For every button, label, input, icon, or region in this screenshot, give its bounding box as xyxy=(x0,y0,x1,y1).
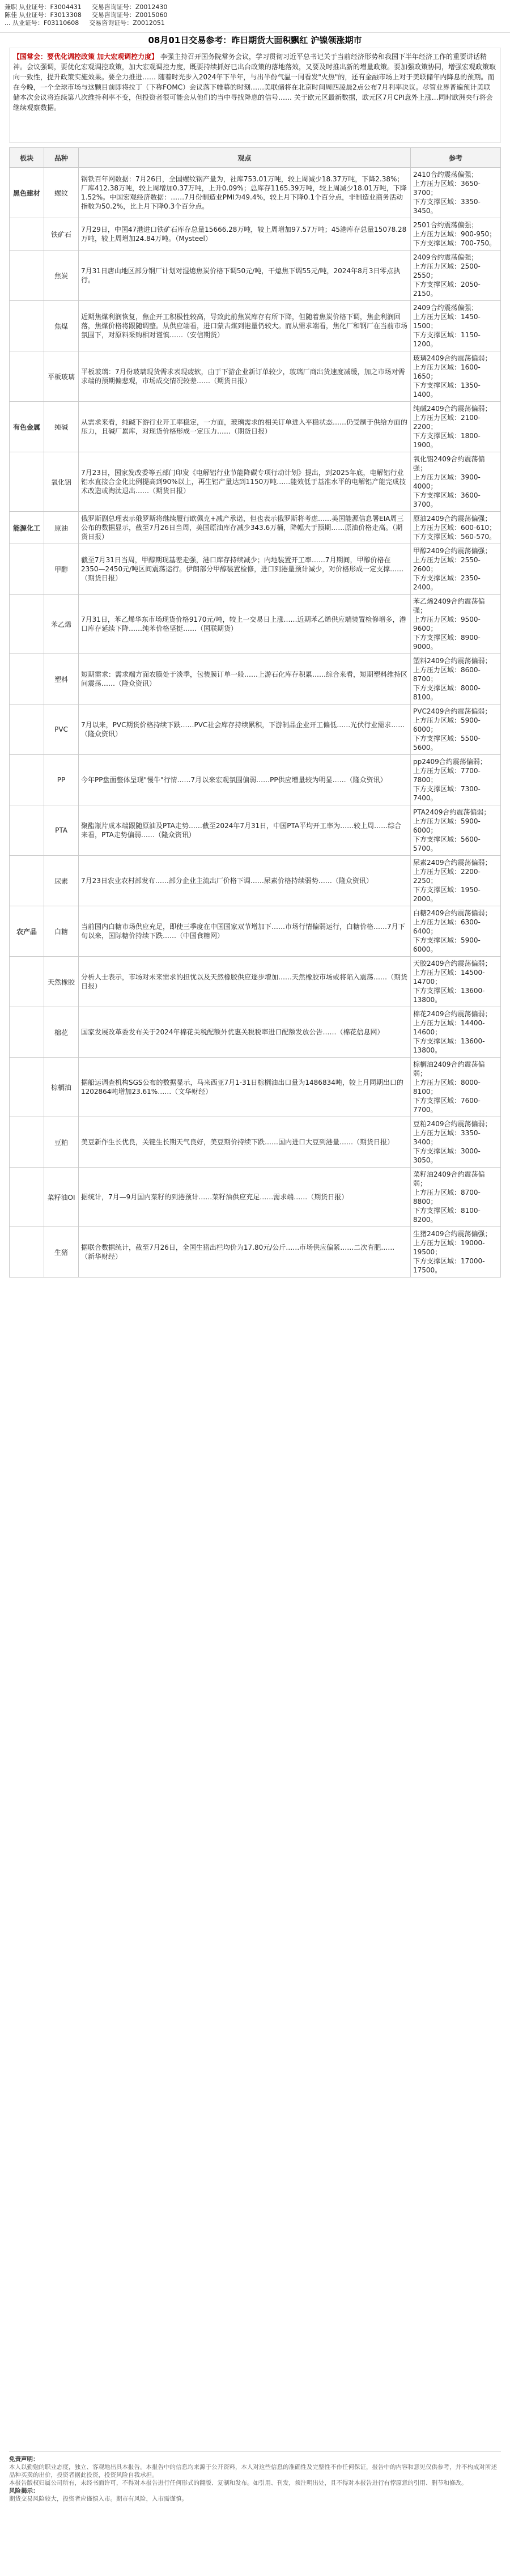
table-row xyxy=(10,452,501,512)
row-view-text: 国家发展改革委发布关于2024年棉花关税配额外优惠关税税率进口配额发放公告……（棉花信息网） xyxy=(81,1028,384,1036)
row-ref xyxy=(411,1058,501,1117)
row-item: 平板玻璃 xyxy=(44,351,79,402)
row-view xyxy=(79,957,411,1007)
row-ref xyxy=(411,218,501,251)
row-sector xyxy=(10,755,44,805)
row-view xyxy=(79,218,411,251)
header-cert-5: ... 从业证号：F03110608 xyxy=(5,19,79,27)
row-view xyxy=(79,654,411,705)
table-row xyxy=(10,1168,501,1227)
header-view: 观点 xyxy=(79,148,411,168)
table-row xyxy=(10,1007,501,1058)
row-sector xyxy=(10,1058,44,1117)
row-view xyxy=(79,512,411,544)
row-item: 原油 xyxy=(44,512,79,544)
row-ref xyxy=(411,595,501,654)
row-ref-text: PVC2409合约震荡偏弱； 上方压力区域：5900-6000； 下方支撑区域：5500-5600。 xyxy=(413,707,492,752)
row-view-text: 7月29日，中国47港进口铁矿石库存总量15666.28万吨，较上周增加97.57万吨；45港库存总量15078.28万吨，较上周增加24.84万吨。（Mysteel） xyxy=(81,226,407,243)
row-view-text: 今年PP盘面整体呈现"慢牛"行情……7月以来宏观氛围偏弱……PP供应增量较为明显……（隆众资讯） xyxy=(81,776,387,784)
row-view-text: 当前国内白糖市场供应充足，即使三季度在中国国家双节增加下……市场行情偏弱运行，白糖价格……7月下旬以来，国际糖价持续下跌……（中国食糖网） xyxy=(81,923,405,940)
row-ref xyxy=(411,856,501,906)
row-ref xyxy=(411,654,501,705)
row-ref-text: 棉花2409合约震荡偏弱； 上方压力区域：14400-14600； 下方支撑区域：13600-13800。 xyxy=(413,1010,492,1054)
table-row xyxy=(10,512,501,544)
row-view xyxy=(79,805,411,856)
row-ref-text: 尿素2409合约震荡偏弱； 上方压力区域：2200-2250； 下方支撑区域：1950-2000。 xyxy=(413,859,492,903)
row-view xyxy=(79,1168,411,1227)
row-view xyxy=(79,251,411,301)
table-row xyxy=(10,301,501,351)
row-view-text: 近期焦煤利润恢复，焦企开工积极性较高，导致此前焦炭库存有所下降，但随着焦炭价格下调，焦企利润回落，焦煤价格将跟随调整。从供应端看，进口蒙古煤到港量仍较大。而从需求端看，焦化厂和钢厂在当前市场氛围下，对原料采购相对谨慎……（安信期货） xyxy=(81,313,408,339)
row-view-text: 从需求来看，纯碱下游行业开工率稳定，一方面，玻璃需求的相关订单进入平稳状态……仍受制于供给方面的压力，且碱厂累库，对现货价格形成一定压力……（期货日报） xyxy=(81,418,408,435)
row-sector xyxy=(10,856,44,906)
header-item: 品种 xyxy=(44,148,79,168)
row-item: 苯乙烯 xyxy=(44,595,79,654)
row-view-text: 7月以来，PVC期货价格持续下跌……PVC社会库存持续累积，下游制品企业开工偏低……光伏行业需求……（隆众资讯） xyxy=(81,721,405,738)
row-item: PTA xyxy=(44,805,79,856)
row-view-text: 钢铁百年网数据：7月26日，全国螺纹钢产量为，社库753.01万吨，较上周减少18.37万吨，下降2.38%；厂库412.38万吨，较上周增加0.37万吨，上升0.09%；总库存1165.39万吨，较上周减少18.01万吨，下降1.52%。中国宏观经济数据：……7月份制造业PMI为49.4%，较上月下降0.1个百分点，非制造业商务活动指数为50.2%，比上月下降0.3个百分点。 xyxy=(81,175,407,210)
header-row-3 xyxy=(5,19,505,27)
header-cert-2: 交易咨询证号：Z0012430 xyxy=(91,3,168,11)
header-info xyxy=(0,0,510,33)
row-sector xyxy=(10,544,44,595)
row-view-text: 7月31日，苯乙烯华东市场现货价格9170元/吨，较上一交易日上涨……近期苯乙烯供应端装置检修增多，港口库存延续下降……纯苯价格坚挺……（国联期货） xyxy=(81,616,406,633)
row-ref-text: 2501合约震荡偏强； 上方压力区域：900-950； 下方支撑区域：700-750。 xyxy=(413,221,496,247)
table-row xyxy=(10,1058,501,1117)
row-ref-text: 棕榈油2409合约震荡偏弱； 上方压力区域：8000-8100； 下方支撑区域：7600-7700。 xyxy=(413,1060,485,1114)
row-item: 白糖 xyxy=(44,906,79,957)
row-sector xyxy=(10,452,44,512)
disclaimer-text-2: 本报告版权归属公司所有，未经书面许可，不得对本报告进行任何形式的翻版、复制和发布。如引用、刊发，须注明出处，且不得对本报告进行有悖原意的引用、删节和修改。 xyxy=(9,2480,468,2486)
row-sector xyxy=(10,805,44,856)
disclaimer-text-1: 本人以勤勉的职业态度，独立、客观地出具本报告。本报告中的信息均来源于公开资料，本人对这些信息的准确性及完整性不作任何保证，报告中的内容和意见仅供参考，并不构成对所述品种买卖的出价，投资者据此投资，投资风险自我承担。 xyxy=(9,2464,497,2479)
row-ref-text: 甲醇2409合约震荡偏强； 上方压力区域：2550-2600； 下方支撑区域：2350-2400。 xyxy=(413,547,492,591)
header-cert-3: 陈佳 从业证号：F3013308 xyxy=(5,11,82,19)
row-ref xyxy=(411,512,501,544)
row-ref-text: 2409合约震荡偏强； 上方压力区域：2500-2550； 下方支撑区域：2050-2150。 xyxy=(413,253,481,298)
row-item: 纯碱 xyxy=(44,402,79,452)
table-row xyxy=(10,856,501,906)
row-view-text: 平板玻璃：7月份玻璃现货需求表现疲软，由于下游企业新订单较少，玻璃厂商出货速度减缓，加之市场对需求端的预期偏悲观，市场成交情况较差……（期货日报） xyxy=(81,368,405,385)
row-view-text: 7月23日，国家发改委等五部门印发《电解铝行业节能降碳专项行动计划》提出，到2025年底，电解铝行业铝水直接合金化比例提高到90%以上，再生铝产量达到1150万吨……能效低于基准水平的电解铝产能完成技术改造或淘汰退出……（期货日报） xyxy=(81,469,406,495)
table-row xyxy=(10,1117,501,1168)
row-view xyxy=(79,1117,411,1168)
row-view xyxy=(79,1007,411,1058)
header-cert-4: 交易咨询证号：Z0015060 xyxy=(91,11,168,19)
disclaimer-title: 免责声明： xyxy=(9,2456,39,2463)
row-view xyxy=(79,595,411,654)
row-ref xyxy=(411,957,501,1007)
row-ref xyxy=(411,452,501,512)
row-view xyxy=(79,1227,411,1278)
row-ref-text: 苯乙烯2409合约震荡偏强； 上方压力区域：9500-9600； 下方支撑区域：8900-9000。 xyxy=(413,597,485,651)
row-view-text: 据联合数据统计，截至7月26日，全国生猪出栏均价为17.80元/公斤……市场供应偏紧……二次育肥……（新华财经） xyxy=(81,1244,395,1261)
row-view xyxy=(79,168,411,218)
row-sector xyxy=(10,705,44,755)
table-row xyxy=(10,654,501,705)
row-item: 棕榈油 xyxy=(44,1058,79,1117)
row-view-text: 美豆新作生长优良，关键生长期天气良好，美豆期价持续下跌……国内进口大豆到港量……（期货日报） xyxy=(81,1138,394,1146)
row-item: 豆粕 xyxy=(44,1117,79,1168)
row-sector xyxy=(10,957,44,1007)
row-item: PVC xyxy=(44,705,79,755)
table-row xyxy=(10,351,501,402)
row-view xyxy=(79,1058,411,1117)
row-sector xyxy=(10,301,44,351)
intro-paragraph xyxy=(9,48,501,143)
row-ref xyxy=(411,168,501,218)
row-ref-text: 生猪2409合约震荡偏强； 上方压力区域：19000-19500； 下方支撑区域：17000-17500。 xyxy=(413,1230,492,1274)
row-ref-text: 菜籽油2409合约震荡偏弱； 上方压力区域：8700-8800； 下方支撑区域：8100-8200。 xyxy=(413,1170,485,1224)
row-view xyxy=(79,856,411,906)
row-ref-text: 纯碱2409合约震荡偏弱； 上方压力区域：2100-2200； 下方支撑区域：1800-1900。 xyxy=(413,405,492,449)
row-item: PP xyxy=(44,755,79,805)
row-ref-text: 原油2409合约震荡偏强； 上方压力区域：600-610； 下方支撑区域：560-570。 xyxy=(413,515,496,541)
table-row xyxy=(10,755,501,805)
header-cert-6: 交易咨询证号：Z0012051 xyxy=(89,19,165,27)
row-item: 塑料 xyxy=(44,654,79,705)
row-ref-text: 氧化铝2409合约震荡偏强； 上方压力区域：3900-4000； 下方支撑区域：3600-3700。 xyxy=(413,455,485,508)
row-ref-text: 2410合约震荡偏强； 上方压力区域：3650-3700； 下方支撑区域：3350-3450。 xyxy=(413,171,481,215)
risk-title: 风险揭示： xyxy=(9,2488,39,2494)
row-ref xyxy=(411,1227,501,1278)
row-ref-text: 玻璃2409合约震荡偏弱； 上方压力区域：1600-1650； 下方支撑区域：1350-1400。 xyxy=(413,354,492,398)
row-sector xyxy=(10,251,44,301)
table-row xyxy=(10,168,501,218)
row-sector xyxy=(10,1168,44,1227)
row-ref-text: 白糖2409合约震荡偏弱； 上方压力区域：6300-6400； 下方支撑区域：5900-6000。 xyxy=(413,909,492,953)
row-sector: 黑色建材 xyxy=(10,168,44,218)
table-row xyxy=(10,544,501,595)
row-ref xyxy=(411,351,501,402)
row-sector: 有色金属 xyxy=(10,402,44,452)
row-view-text: 俄罗斯副总理表示俄罗斯将继续履行欧佩克+减产承诺，但也表示俄罗斯将考虑……美国能源信息署EIA周三公布的数据显示，截至7月26日当周，美国原油库存减少343.6万桶，降幅大于预期……原油价格走高。（期货日报） xyxy=(81,515,404,541)
row-ref-text: 塑料2409合约震荡偏弱； 上方压力区域：8600-8700； 下方支撑区域：8000-8100。 xyxy=(413,657,492,701)
reference-table xyxy=(9,147,501,1278)
row-view xyxy=(79,906,411,957)
table-body xyxy=(10,168,501,1278)
row-sector xyxy=(10,654,44,705)
header-sector: 板块 xyxy=(10,148,44,168)
row-view xyxy=(79,402,411,452)
row-sector: 能源化工 xyxy=(10,512,44,544)
header-row-1 xyxy=(5,3,505,11)
row-view-text: 聚酯瓶片成本端跟随原油及PTA走势……截至2024年7月31日，中国PTA平均开工率为……较上周……综合来看，PTA走势偏弱……（隆众资讯） xyxy=(81,822,402,839)
row-view xyxy=(79,755,411,805)
row-ref xyxy=(411,1168,501,1227)
header-cert-1: 兼职 从业证号：F3004431 xyxy=(5,3,82,11)
row-ref xyxy=(411,544,501,595)
row-item: 螺纹 xyxy=(44,168,79,218)
table-row xyxy=(10,906,501,957)
row-item: 天然橡胶 xyxy=(44,957,79,1007)
risk-text: 期货交易风险较大，投资者应谨慎入市。期市有风险，入市需谨慎。 xyxy=(9,2496,188,2502)
table-row xyxy=(10,705,501,755)
row-sector xyxy=(10,351,44,402)
header-row-2 xyxy=(5,11,505,19)
row-sector xyxy=(10,1227,44,1278)
row-item: 铁矿石 xyxy=(44,218,79,251)
row-sector xyxy=(10,218,44,251)
row-view xyxy=(79,351,411,402)
row-view xyxy=(79,452,411,512)
table-row xyxy=(10,1227,501,1278)
row-ref xyxy=(411,906,501,957)
table-row xyxy=(10,957,501,1007)
row-sector: 农产品 xyxy=(10,906,44,957)
row-view-text: 分析人士表示，市场对未来需求的担忧以及天然橡胶供应逐步增加……天然橡胶市场或将陷入震荡……（期货日报） xyxy=(81,973,408,990)
table-row xyxy=(10,251,501,301)
header-ref: 参考 xyxy=(411,148,501,168)
disclaimer xyxy=(9,2451,501,2576)
row-ref xyxy=(411,805,501,856)
row-view xyxy=(79,301,411,351)
row-view xyxy=(79,544,411,595)
row-item: 棉花 xyxy=(44,1007,79,1058)
row-view-text: 短期需求：需求端方面农膜处于淡季，包装膜订单一般……上游石化库存积累……综合来看，短期塑料维持区间震荡……（隆众资讯） xyxy=(81,670,408,688)
page-title: 08月01日交易参考：昨日期货大面积飘红 沪镍领涨期市 xyxy=(148,35,362,45)
table-header-row xyxy=(10,148,501,168)
row-view-text: 7月23日农业农村部发布……部分企业主流出厂价格下调……尿素价格持续弱势……（隆众资讯） xyxy=(81,877,373,885)
row-item: 氧化铝 xyxy=(44,452,79,512)
row-ref xyxy=(411,1007,501,1058)
row-item: 尿素 xyxy=(44,856,79,906)
row-ref-text: 豆粕2409合约震荡偏弱； 上方压力区域：3350-3400； 下方支撑区域：3000-3050。 xyxy=(413,1120,492,1164)
table-row xyxy=(10,805,501,856)
row-ref xyxy=(411,402,501,452)
intro-text: 李强主持召开国务院常务会议，学习贯彻习近平总书记关于当前经济形势和我国下半年经济工作的重要讲话精神。会议强调，要优化宏观调控政策，加大宏观调控力度，既要持续抓好已出台政策的落地落效，又要及时推出新的增量政策。要加强政策协同，增强宏观政策取向一致性，提升政策实施效果。要全力推进…… 随着时光步入2024年下半年，与出半份气温一同看发"火热"的，还有金融市场上对于美联储年内降息的预期。而在今晚，一个全球市场与这颗目前即将拉丁（下称FOMC）会议落下帷幕的时刻……美联储将在北京时间周四凌晨2点公布7月利率决议。尽管业界普遍预计美联储本次会议将连续第八次维持利率不变，但投资者很可能会从他们的当中寻找降息的信号…… 关于欧元区最新数据，欧元区7月CPI意外上涨…同时欧洲央行将会继续观察数据。 xyxy=(13,53,496,112)
intro-headline: 【国常会：要优化调控政策 加大宏观调控力度】 xyxy=(13,53,159,61)
row-ref xyxy=(411,755,501,805)
row-ref xyxy=(411,1117,501,1168)
row-sector xyxy=(10,1117,44,1168)
row-item: 甲醇 xyxy=(44,544,79,595)
row-ref-text: 2409合约震荡偏强； 上方压力区域：1450-1500； 下方支撑区域：1150-1200。 xyxy=(413,304,481,348)
row-ref-text: 天胶2409合约震荡偏弱； 上方压力区域：14500-14700； 下方支撑区域：13600-13800。 xyxy=(413,960,492,1004)
row-view-text: 截至7月31日当周，甲醇期现基差走强，港口库存持续减少；内地装置开工率……7月期间，甲醇价格在2350—2450元/吨区间震荡运行。伊朗部分甲醇装置检修，进口到港量预计减少，对价格形成一定支撑……（期货日报） xyxy=(81,556,404,582)
row-view-text: 据船运调查机构SGS公布的数据显示，马来西亚7月1-31日棕榈油出口量为1486834吨，较上月同期出口的1202864吨增加23.61%……（文华财经） xyxy=(81,1079,403,1096)
row-ref-text: pp2409合约震荡偏弱； 上方压力区域：7700-7800； 下方支撑区域：7300-7400。 xyxy=(413,758,487,802)
table-row xyxy=(10,402,501,452)
row-sector xyxy=(10,1007,44,1058)
row-item: 菜籽油OI xyxy=(44,1168,79,1227)
row-item: 焦煤 xyxy=(44,301,79,351)
row-ref xyxy=(411,301,501,351)
row-ref-text: PTA2409合约震荡偏弱； 上方压力区域：5900-6000； 下方支撑区域：5600-5700。 xyxy=(413,808,491,852)
row-ref xyxy=(411,705,501,755)
row-view xyxy=(79,705,411,755)
row-view-text: 据统计，7月—9月国内菜籽的到港预计……菜籽油供应充足……需求端……（期货日报） xyxy=(81,1193,348,1201)
row-item: 焦炭 xyxy=(44,251,79,301)
table-row xyxy=(10,595,501,654)
row-sector xyxy=(10,595,44,654)
row-ref xyxy=(411,251,501,301)
row-view-text: 7月31日唐山地区部分钢厂计划对湿熄焦炭价格下调50元/吨，干熄焦下调55元/吨，2024年8月3日零点执行。 xyxy=(81,267,401,284)
row-item: 生猪 xyxy=(44,1227,79,1278)
table-row xyxy=(10,218,501,251)
